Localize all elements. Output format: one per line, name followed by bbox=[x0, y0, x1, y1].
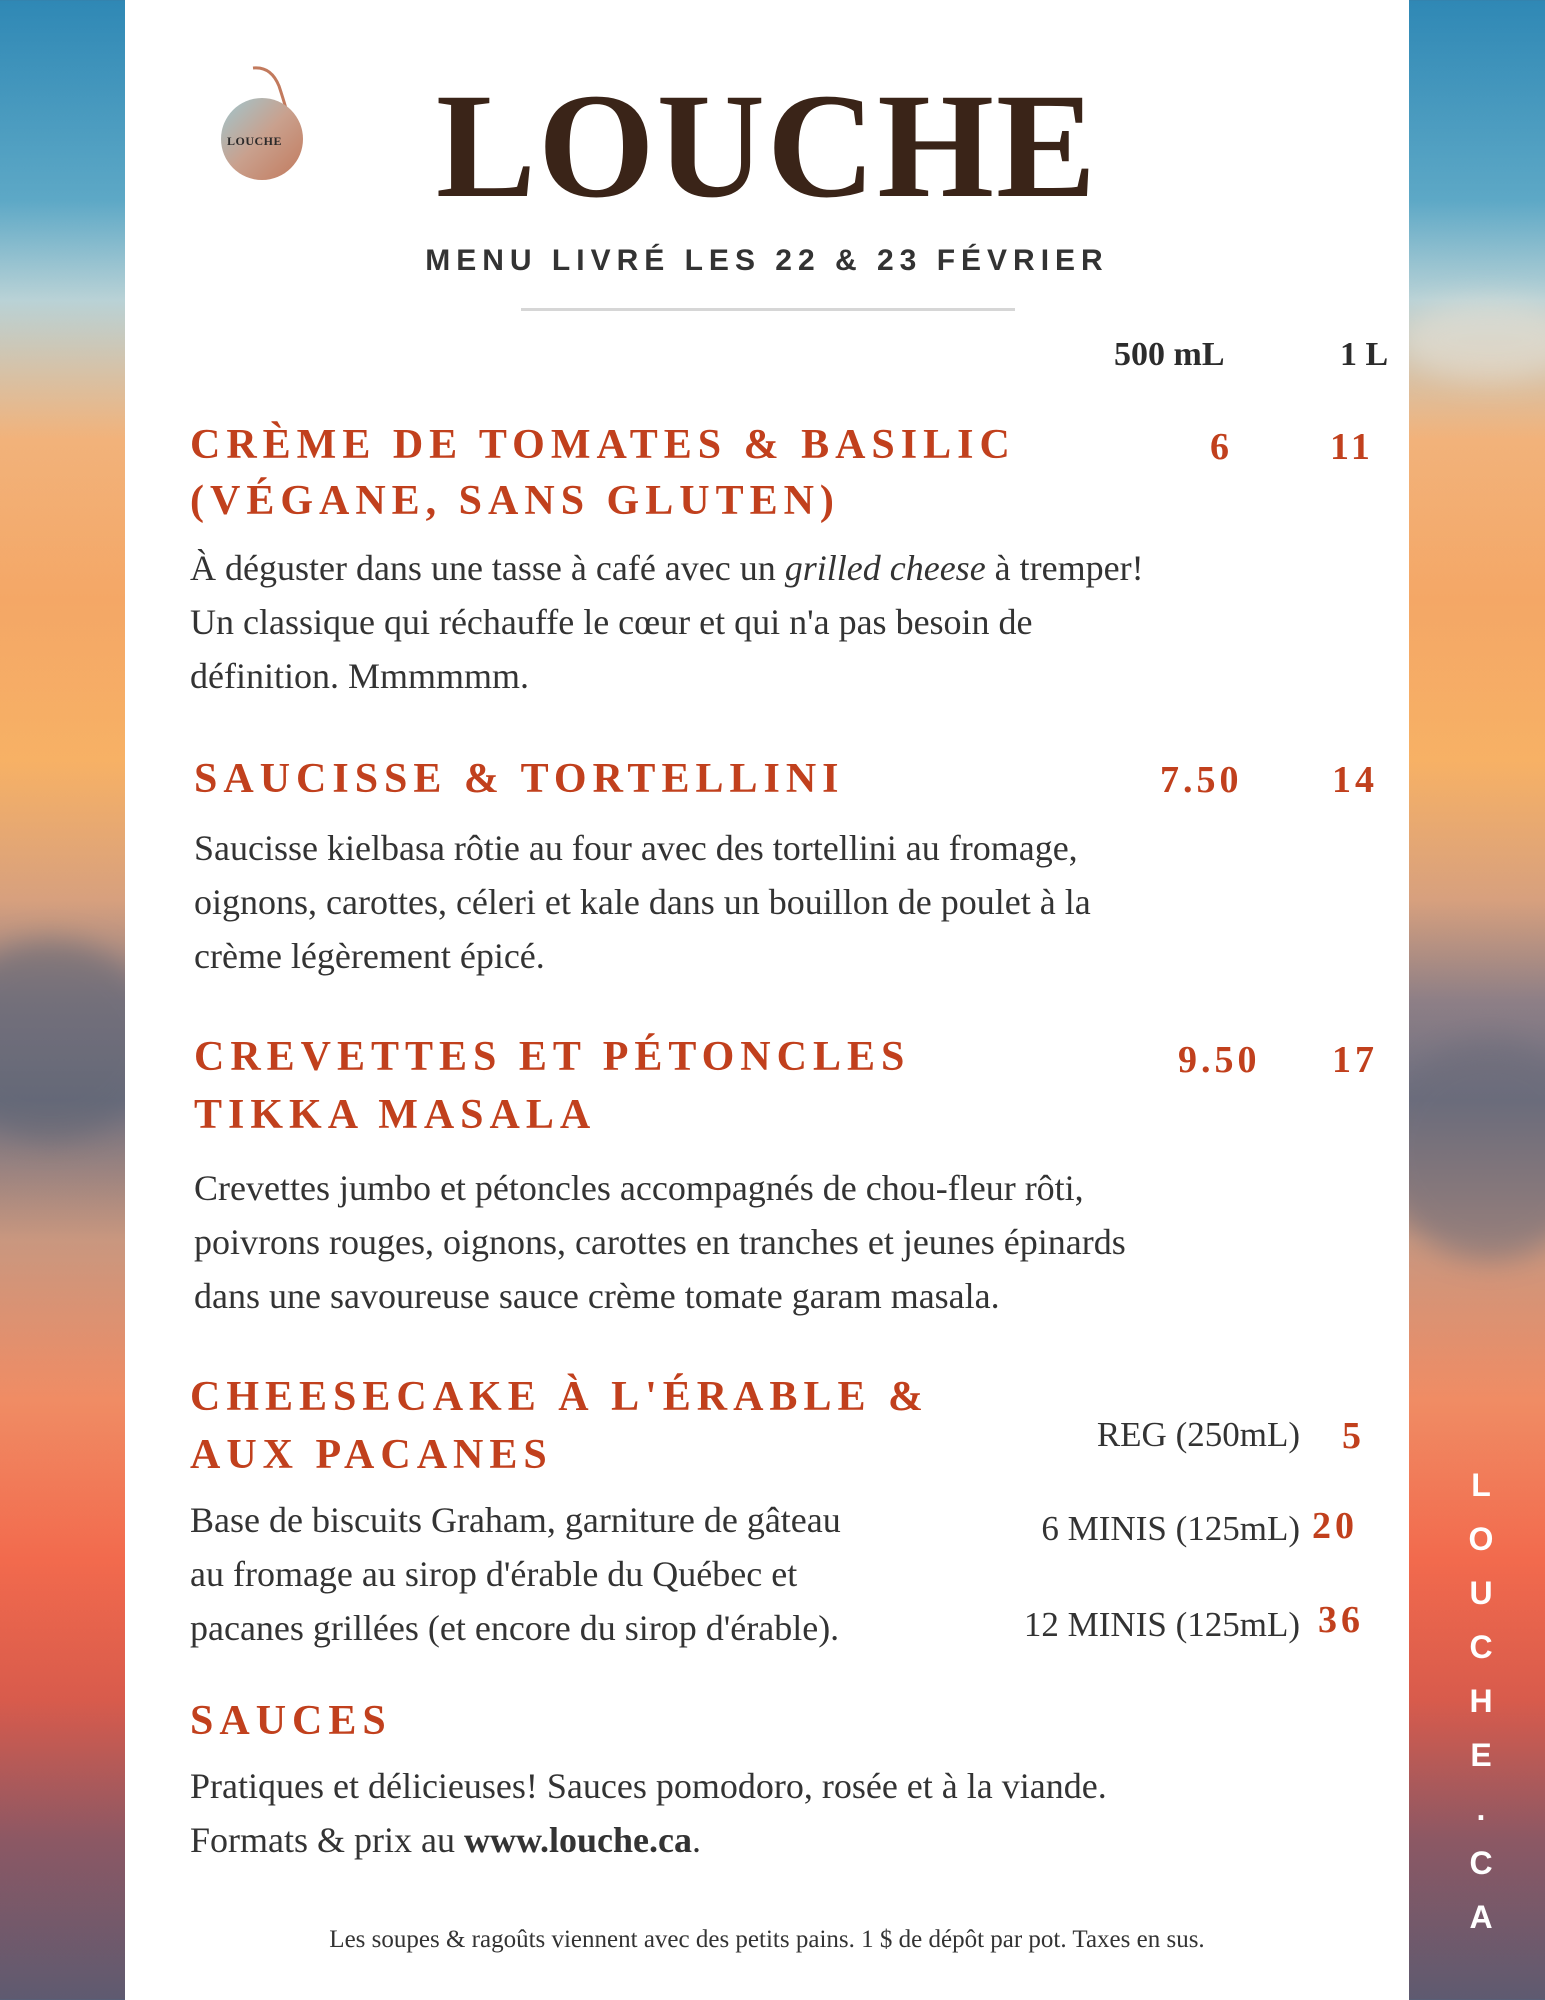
dish-name: TIKKA MASALA bbox=[194, 1092, 597, 1138]
dish-description bbox=[190, 1759, 1107, 1867]
description-text: crème légèrement épicé. bbox=[194, 936, 545, 976]
price-500ml: 9.50 bbox=[1178, 1039, 1261, 1081]
sky-cloud bbox=[1400, 300, 1545, 380]
description-text: À déguster dans une tasse à café avec un bbox=[190, 548, 785, 588]
description-text: Un classique qui réchauffe le cœur et qui n'a pas besoin de bbox=[190, 602, 1033, 642]
menu-subtitle: MENU LIVRÉ LES 22 & 23 FÉVRIER bbox=[425, 244, 1109, 277]
side-letter: A bbox=[1469, 1899, 1493, 1935]
price-1l: 14 bbox=[1332, 759, 1378, 801]
price-1l: 11 bbox=[1330, 426, 1374, 468]
description-text: Formats & prix au bbox=[190, 1820, 464, 1860]
description-text: dans une savoureuse sauce crème tomate garam masala. bbox=[194, 1276, 1000, 1316]
size-label: 12 MINIS (125mL) bbox=[1023, 1605, 1300, 1644]
logo-text: LOUCHE bbox=[227, 134, 283, 148]
page-title: LOUCHE bbox=[435, 63, 1099, 229]
dish-name: CREVETTES ET PÉTONCLES bbox=[194, 1034, 911, 1080]
dish-name: SAUCES bbox=[190, 1698, 392, 1744]
side-letter: L bbox=[1471, 1467, 1491, 1503]
website-link[interactable]: www.louche.ca bbox=[463, 1820, 692, 1860]
price-1l: 17 bbox=[1332, 1039, 1378, 1081]
description-text: pacanes grillées (et encore du sirop d'érable). bbox=[190, 1608, 840, 1648]
side-letter: C bbox=[1469, 1629, 1493, 1665]
vertical-website-text bbox=[1466, 1458, 1496, 1944]
description-text: Saucisse kielbasa rôtie au four avec des tortellini au fromage, bbox=[194, 828, 1078, 868]
description-emphasis: grilled cheese bbox=[784, 548, 986, 588]
size-price: 20 bbox=[1312, 1505, 1358, 1547]
dish-name: (VÉGANE, SANS GLUTEN) bbox=[190, 478, 840, 524]
size-label: REG (250mL) bbox=[1096, 1415, 1300, 1454]
dish-description bbox=[190, 1493, 841, 1655]
description-text: à tremper! bbox=[985, 548, 1144, 588]
size-price: 5 bbox=[1342, 1415, 1365, 1457]
column-header-1l: 1 L bbox=[1340, 336, 1389, 373]
dish-name: CRÈME DE TOMATES & BASILIC bbox=[190, 422, 1016, 468]
dish-name: AUX PACANES bbox=[190, 1432, 553, 1478]
price-500ml: 6 bbox=[1210, 426, 1233, 468]
side-letter: C bbox=[1469, 1845, 1493, 1881]
price-500ml: 7.50 bbox=[1160, 759, 1243, 801]
dish-description bbox=[194, 821, 1091, 983]
description-text: oignons, carottes, céleri et kale dans un bouillon de poulet à la bbox=[194, 882, 1091, 922]
description-text: Pratiques et délicieuses! Sauces pomodoro, rosée et à la viande. bbox=[190, 1766, 1107, 1806]
description-text: Crevettes jumbo et pétoncles accompagnés de chou-fleur rôti, bbox=[194, 1168, 1084, 1208]
size-label: 6 MINIS (125mL) bbox=[1041, 1509, 1300, 1548]
description-text: au fromage au sirop d'érable du Québec et bbox=[190, 1554, 798, 1594]
description-text: définition. Mmmmmm. bbox=[190, 656, 529, 696]
description-text: Base de biscuits Graham, garniture de gâteau bbox=[190, 1500, 841, 1540]
dish-name: CHEESECAKE À L'ÉRABLE & bbox=[190, 1374, 929, 1420]
dish-description bbox=[194, 1161, 1126, 1323]
side-letter: O bbox=[1468, 1521, 1494, 1557]
footnote: Les soupes & ragoûts viennent avec des petits pains. 1 $ de dépôt par pot. Taxes en sus. bbox=[329, 1926, 1205, 1953]
side-letter: H bbox=[1469, 1683, 1493, 1719]
column-header-500ml: 500 mL bbox=[1114, 336, 1225, 373]
dish-name: SAUCISSE & TORTELLINI bbox=[194, 756, 845, 802]
description-text: . bbox=[691, 1820, 701, 1860]
size-price: 36 bbox=[1318, 1599, 1364, 1641]
divider bbox=[521, 308, 1015, 311]
side-letter: . bbox=[1476, 1791, 1486, 1827]
description-text: poivrons rouges, oignons, carottes en tranches et jeunes épinards bbox=[194, 1222, 1126, 1262]
side-letter: U bbox=[1469, 1575, 1493, 1611]
side-letter: E bbox=[1470, 1737, 1492, 1773]
dish-description bbox=[190, 541, 1144, 703]
